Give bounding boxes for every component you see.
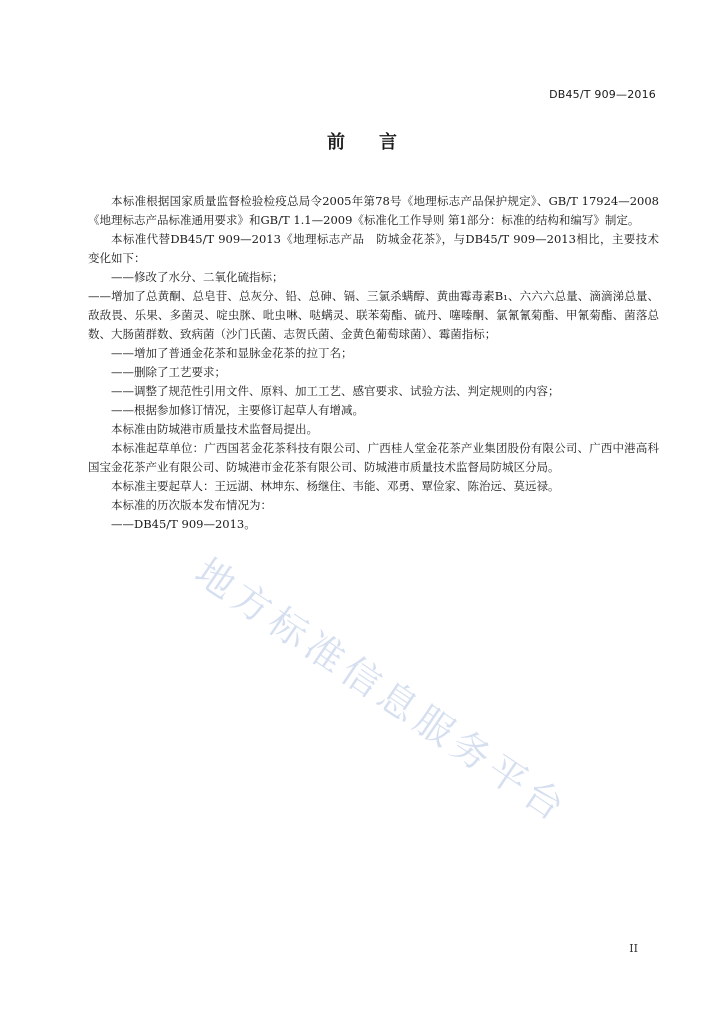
change-item: ——修改了水分、二氧化硫指标； xyxy=(111,270,284,284)
paragraph-basis: 本标准根据国家质量监督检验检疫总局令2005年第78号《地理标志产品保护规定》、GB/T 17924—2008《地理标志产品标准通用要求》和GB/T 1.1—2009《标准化工作导则 第1部分：标准的结构和编写》制定。 xyxy=(88,194,659,227)
page-number: II xyxy=(629,942,638,955)
standard-code: DB45/T 909—2016 xyxy=(549,88,656,101)
paragraph-replacement: 本标准代替DB45/T 909—2013《地理标志产品 防城金花茶》，与DB45/T 909—2013相比，主要技术变化如下： xyxy=(88,232,659,265)
paragraph-proposer: 本标准由防城港市质量技术监督局提出。 xyxy=(111,422,318,436)
change-item: ——调整了规范性引用文件、原料、加工工艺、感官要求、试验方法、判定规则的内容； xyxy=(111,384,560,398)
change-item: ——根据参加修订情况，主要修订起草人有增减。 xyxy=(111,403,364,417)
change-item: ——删除了工艺要求； xyxy=(111,365,226,379)
paragraph-drafters: 本标准主要起草人：王远湖、林坤东、杨继住、韦能、邓勇、覃俭家、陈治远、莫远禄。 xyxy=(111,479,560,493)
page-title: 前言 xyxy=(327,132,431,153)
history-item: ——DB45/T 909—2013。 xyxy=(111,517,256,531)
watermark: 地方标准信息服务平台 xyxy=(187,549,577,833)
paragraph-drafting-units: 本标准起草单位：广西国茗金花茶科技有限公司、广西桂人堂金花茶产业集团股份有限公司、广西中港高科国宝金花茶产业有限公司、防城港市金花茶有限公司、防城港市质量技术监督局防城区分局。 xyxy=(88,441,659,474)
paragraph-history: 本标准的历次版本发布情况为： xyxy=(111,498,272,512)
change-item: ——增加了普通金花茶和显脉金花茶的拉丁名； xyxy=(111,346,353,360)
document-body xyxy=(88,192,659,534)
change-item: ——增加了总黄酮、总皂苷、总灰分、铅、总砷、镉、三氯杀螨醇、黄曲霉毒素B₁、六六六总量、滴滴涕总量、敌敌畏、乐果、多菌灵、啶虫脒、吡虫啉、哒螨灵、联苯菊酯、硫丹、噻嗪酮、氯氰氰菊酯、甲氰菊酯、菌落总数、大肠菌群数、致病菌（沙门氏菌、志贺氏菌、金黄色葡萄球菌）、霉菌指标； xyxy=(88,289,659,341)
